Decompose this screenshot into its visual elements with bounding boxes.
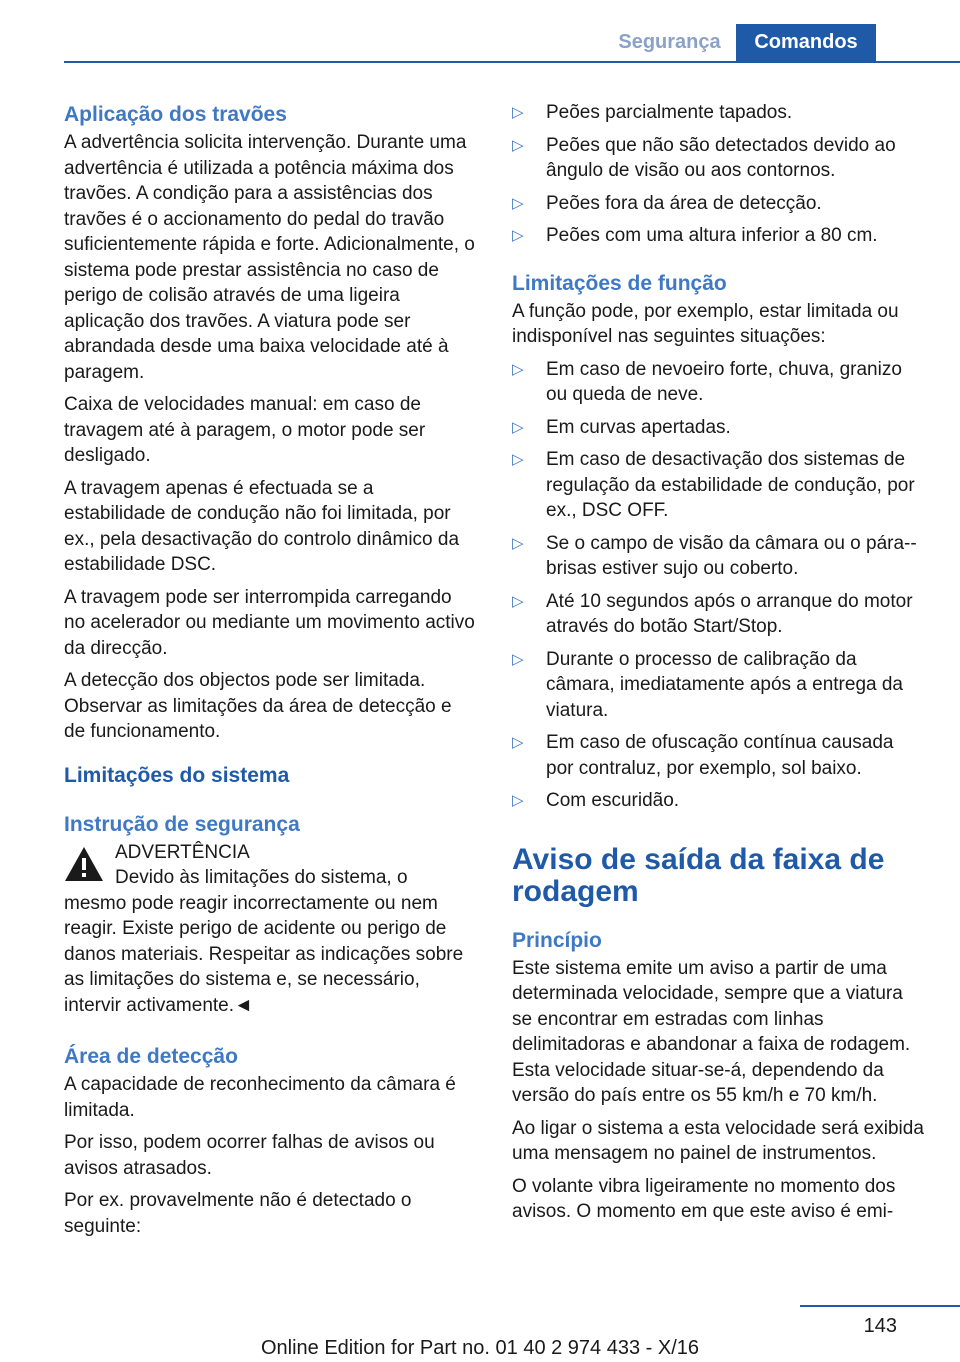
heading-function-limits: Limitações de função [512, 271, 727, 295]
paragraph: Ao ligar o sistema a esta velocidade será exibida uma mensagem no painel de instrumentos. [512, 1117, 924, 1164]
list-item: ▷ Durante o processo de calibração da câmara, imediatamente após a entrega da viatura. [512, 648, 903, 721]
list-item: ▷ Peões que não são detectados devido ao ângulo de visão ou aos contornos. [512, 134, 896, 181]
list-item: ▷ Até 10 segundos após o arranque do motor através do botão Start/Stop. [512, 590, 913, 637]
bullet-triangle-icon: ▷ [512, 418, 524, 436]
bullet-triangle-icon: ▷ [512, 136, 524, 154]
list-item: ▷ Em caso de ofuscação contínua causada por contraluz, por exemplo, sol baixo. [512, 732, 894, 779]
function-limits-list [512, 357, 924, 814]
paragraph: Este sistema emite um aviso a partir de uma determinada velocidade, sempre que a viatura se encontrar em estradas com linhas delimitadoras e abandonar a faixa de rodagem. Esta velocidade situar-se-á, dependendo da versão do país entre os 55 km/h e 70 km/h. [512, 957, 911, 1106]
left-column [64, 100, 476, 1246]
tab-seguranca[interactable]: Segurança [618, 31, 721, 53]
list-item: ▷ Em caso de nevoeiro forte, chuva, granizo ou queda de neve. [512, 358, 902, 405]
bullet-triangle-icon: ▷ [512, 734, 524, 751]
paragraph: A função pode, por exemplo, estar limitada ou indisponível nas seguintes situações: [512, 300, 899, 347]
list-item: ▷ Com escuridão. [512, 788, 924, 814]
paragraph: A detecção dos objectos pode ser limitada. Observar as limitações da área de detecção e de funcionamento. [64, 670, 452, 742]
warning-box [64, 840, 476, 1019]
list-item: ▷ Em curvas apertadas. [512, 415, 924, 441]
paragraph: Por ex. provavelmente não é detectado o seguinte: [64, 1190, 412, 1237]
bullet-triangle-icon: ▷ [512, 360, 524, 378]
footer-edition: Online Edition for Part no. 01 40 2 974 433 - X/16 [260, 1337, 700, 1359]
bullet-triangle-icon: ▷ [512, 194, 524, 212]
warning-text: mesmo pode reagir incorrectamente ou nem reagir. Existe perigo de acidente ou perigo de danos materiais. Respeitar as indicações sobre as limitações do sistema e, se necessário, intervir activamente.◄ [64, 892, 464, 1016]
pedestrian-list [512, 100, 924, 249]
bullet-triangle-icon: ▷ [512, 592, 524, 610]
bullet-triangle-icon: ▷ [512, 650, 524, 668]
list-item: ▷ Peões com uma altura inferior a 80 cm. [512, 223, 924, 249]
heading-brakes: Aplicação dos travões [64, 103, 287, 126]
heading-principle: Princípio [512, 928, 602, 952]
heading-system-limits: Limitações do sistema [64, 763, 290, 787]
paragraph: A travagem apenas é efectuada se a estabilidade de condução não foi limitada, por ex., pela desactivação do controlo dinâmico da estabilidade DSC. [64, 477, 460, 575]
warning-triangle-icon [64, 846, 104, 882]
paragraph: Por isso, podem ocorrer falhas de avisos ou avisos atrasados. [64, 1132, 435, 1179]
bullet-triangle-icon: ▷ [512, 451, 524, 468]
bullet-triangle-icon: ▷ [512, 104, 524, 121]
heading-detection-area: Área de detecção [64, 1045, 238, 1068]
bullet-triangle-icon: ▷ [512, 227, 524, 244]
heading-lane-departure: Aviso de saída da faixa de rodagem [512, 842, 885, 908]
paragraph: Caixa de velocidades manual: em caso de travagem até à paragem, o motor pode ser desligado. [64, 394, 426, 466]
list-item: ▷ Peões parcialmente tapados. [512, 100, 924, 126]
warning-text-line1: Devido às limitações do sistema, o [115, 867, 408, 888]
heading-safety: Instrução de segurança [64, 812, 300, 836]
paragraph: A travagem pode ser interrompida carregando no acelerador ou mediante um movimento activo da direcção. [64, 586, 475, 659]
list-item: ▷ Em caso de desactivação dos sistemas de regulação da estabilidade de condução, por ex., DSC OFF. [512, 449, 915, 521]
paragraph: A advertência solicita intervenção. Durante uma advertência é utilizada a potência máxima dos travões. A condição para a assistências dos travões é o accionamento do pedal do travão suficientemente rápida e forte. Adicionalmente, o sistema pode prestar assistência no caso de perigo de colisão através de uma ligeira aplicação dos travões. A viatura pode ser abrandada desde uma baixa velocidade até à paragem. [64, 132, 475, 383]
footer-rule [800, 1305, 960, 1307]
right-column [512, 100, 924, 1232]
header-rule [64, 61, 960, 63]
list-item: ▷ Peões fora da área de detecção. [512, 191, 924, 217]
bullet-triangle-icon: ▷ [512, 792, 524, 809]
list-item: ▷ Se o campo de visão da câmara ou o pára--brisas estiver sujo ou coberto. [512, 532, 917, 579]
tab-comandos[interactable]: Comandos [736, 24, 876, 61]
paragraph: O volante vibra ligeiramente no momento dos avisos. O momento em que este aviso é emi- [512, 1175, 896, 1222]
bullet-triangle-icon: ▷ [512, 534, 524, 552]
warning-title: ADVERTÊNCIA [115, 841, 250, 863]
paragraph: A capacidade de reconhecimento da câmara é limitada. [64, 1074, 456, 1121]
page-number: 143 [863, 1315, 897, 1337]
